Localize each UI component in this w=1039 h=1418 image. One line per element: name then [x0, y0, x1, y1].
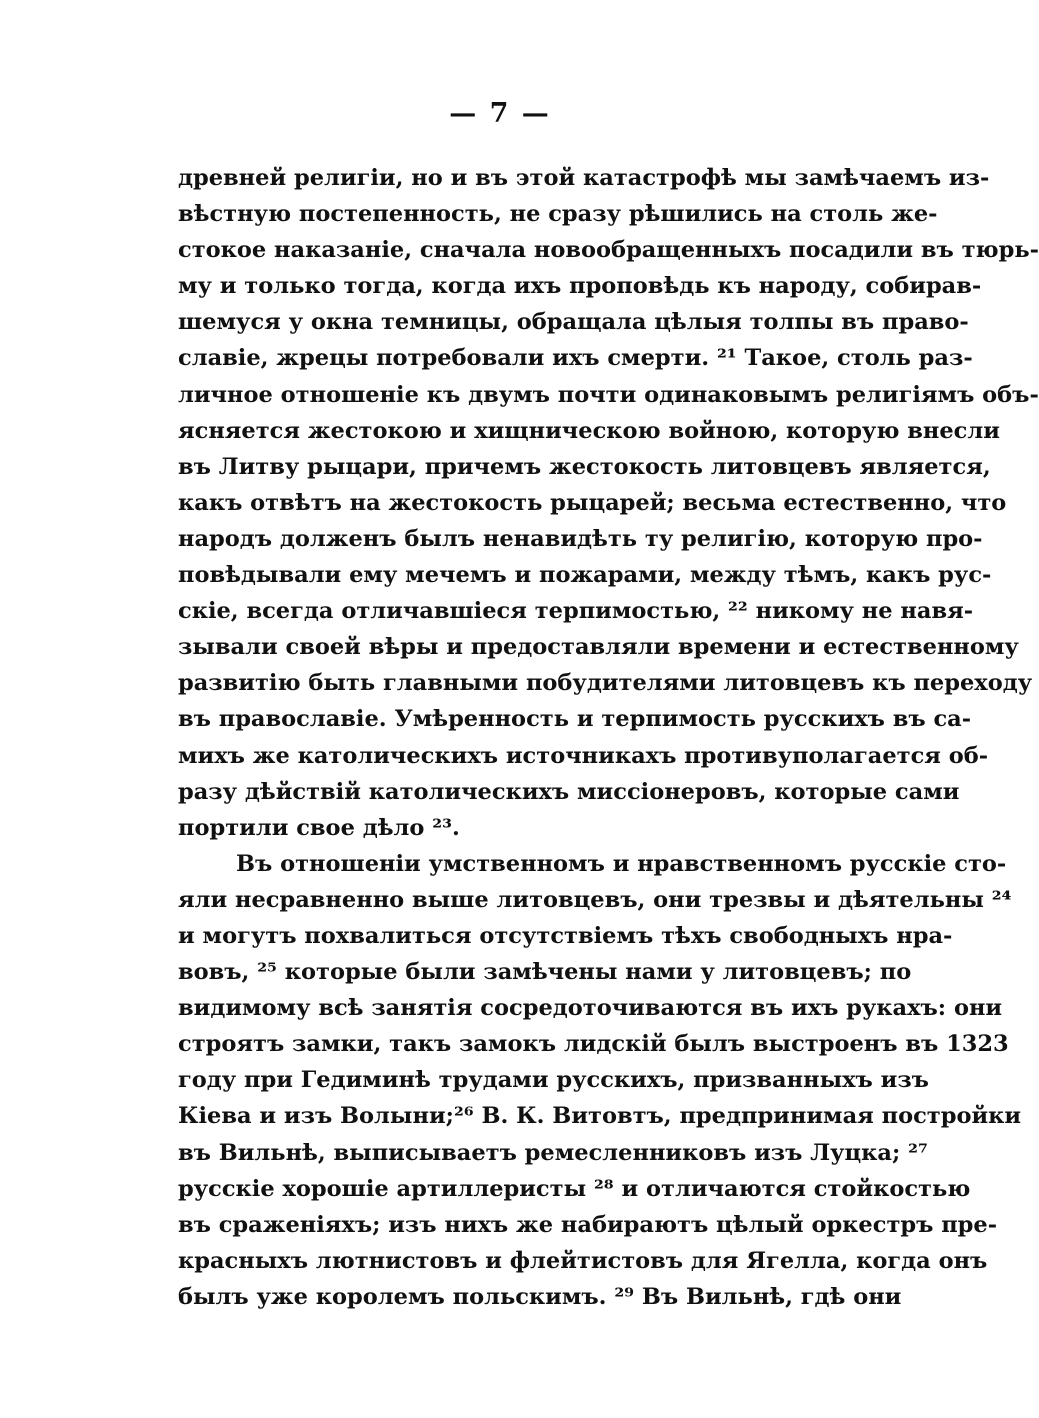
- text-line: русскіе хорошіе артиллеристы ²⁸ и отличаются стойкостью: [178, 1175, 971, 1202]
- text-line: и могутъ похвалиться отсутствіемъ тѣхъ свободныхъ нра-: [178, 922, 953, 949]
- text-line: яли несравненно выше литовцевъ, они трезвы и дѣятельны ²⁴: [178, 886, 1012, 913]
- text-line: развитію быть главными побудителями литовцевъ къ переходу: [178, 670, 1033, 697]
- text-line: личное отношеніе къ двумъ почти одинаковымъ религіямъ объ-: [178, 381, 1039, 408]
- text-line: повѣдывали ему мечемъ и пожарами, между тѣмъ, какъ рус-: [178, 562, 992, 589]
- text-line: славіе, жрецы потребовали ихъ смерти. ²¹ Такое, столь раз-: [178, 345, 973, 372]
- text-line: древней религіи, но и въ этой катастрофѣ мы замѣчаемъ из-: [178, 165, 990, 191]
- text-line: ясняется жестокою и хищническою войною, которую внесли: [178, 417, 1000, 444]
- text-line: въ сраженіяхъ; изъ нихъ же набираютъ цѣлый оркестръ пре-: [178, 1211, 998, 1238]
- text-line: вовъ, ²⁵ которые были замѣчены нами у литовцевъ; по: [178, 959, 912, 986]
- text-line: разу дѣйствій католическихъ миссіонеровъ, которые сами: [178, 778, 960, 805]
- text-line: какъ отвѣтъ на жестокость рыцарей; весьма естественно, что: [178, 489, 1007, 516]
- page-number: — 7 —: [449, 98, 551, 129]
- text-line: былъ уже королемъ польскимъ. ²⁹ Въ Вильнѣ, гдѣ они: [178, 1283, 902, 1310]
- text-line: строятъ замки, такъ замокъ лидскій былъ выстроенъ въ 1323: [178, 1031, 1009, 1058]
- text-line: году при Гедиминѣ трудами русскихъ, призванныхъ изъ: [178, 1067, 929, 1094]
- paragraph-end-line: портили свое дѣло ²³.: [178, 814, 460, 841]
- text-line: скіе, всегда отличавшіеся терпимостью, ²² никому не навя-: [178, 598, 974, 625]
- text-line: Кіева и изъ Волыни;²⁶ В. К. Витовтъ, предпринимая постройки: [178, 1103, 1022, 1130]
- text-line: красныхъ лютнистовъ и флейтистовъ для Ягелла, когда онъ: [178, 1247, 988, 1274]
- text-line: вѣстную постепенность, не сразу рѣшились на столь же-: [178, 201, 938, 228]
- text-line: народъ долженъ былъ ненавидѣть ту религію, которую про-: [178, 525, 983, 552]
- text-line: михъ же католическихъ источникахъ противуполагается об-: [178, 742, 989, 769]
- paragraph-start-line: Въ отношеніи умственномъ и нравственномъ русскіе сто-: [236, 850, 1007, 877]
- text-line: видимому всѣ занятія сосредоточиваются въ ихъ рукахъ: они: [178, 995, 1003, 1022]
- text-line: въ православіе. Умѣренность и терпимость русскихъ въ са-: [178, 706, 972, 733]
- body-text: [178, 160, 1039, 1315]
- text-line: стокое наказаніе, сначала новообращенныхъ посадили въ тюрь-: [178, 237, 1039, 264]
- text-line: зывали своей вѣры и предоставляли времени и естественному: [178, 634, 1019, 661]
- text-line: въ Вильнѣ, выписываетъ ремесленниковъ изъ Луцка; ²⁷: [178, 1139, 928, 1166]
- text-line: въ Литву рыцари, причемъ жестокость литовцевъ является,: [178, 453, 991, 480]
- text-line: шемуся у окна темницы, обращала цѣлыя толпы въ право-: [178, 309, 969, 336]
- text-line: му и только тогда, когда ихъ проповѣдь къ народу, собирав-: [178, 273, 982, 300]
